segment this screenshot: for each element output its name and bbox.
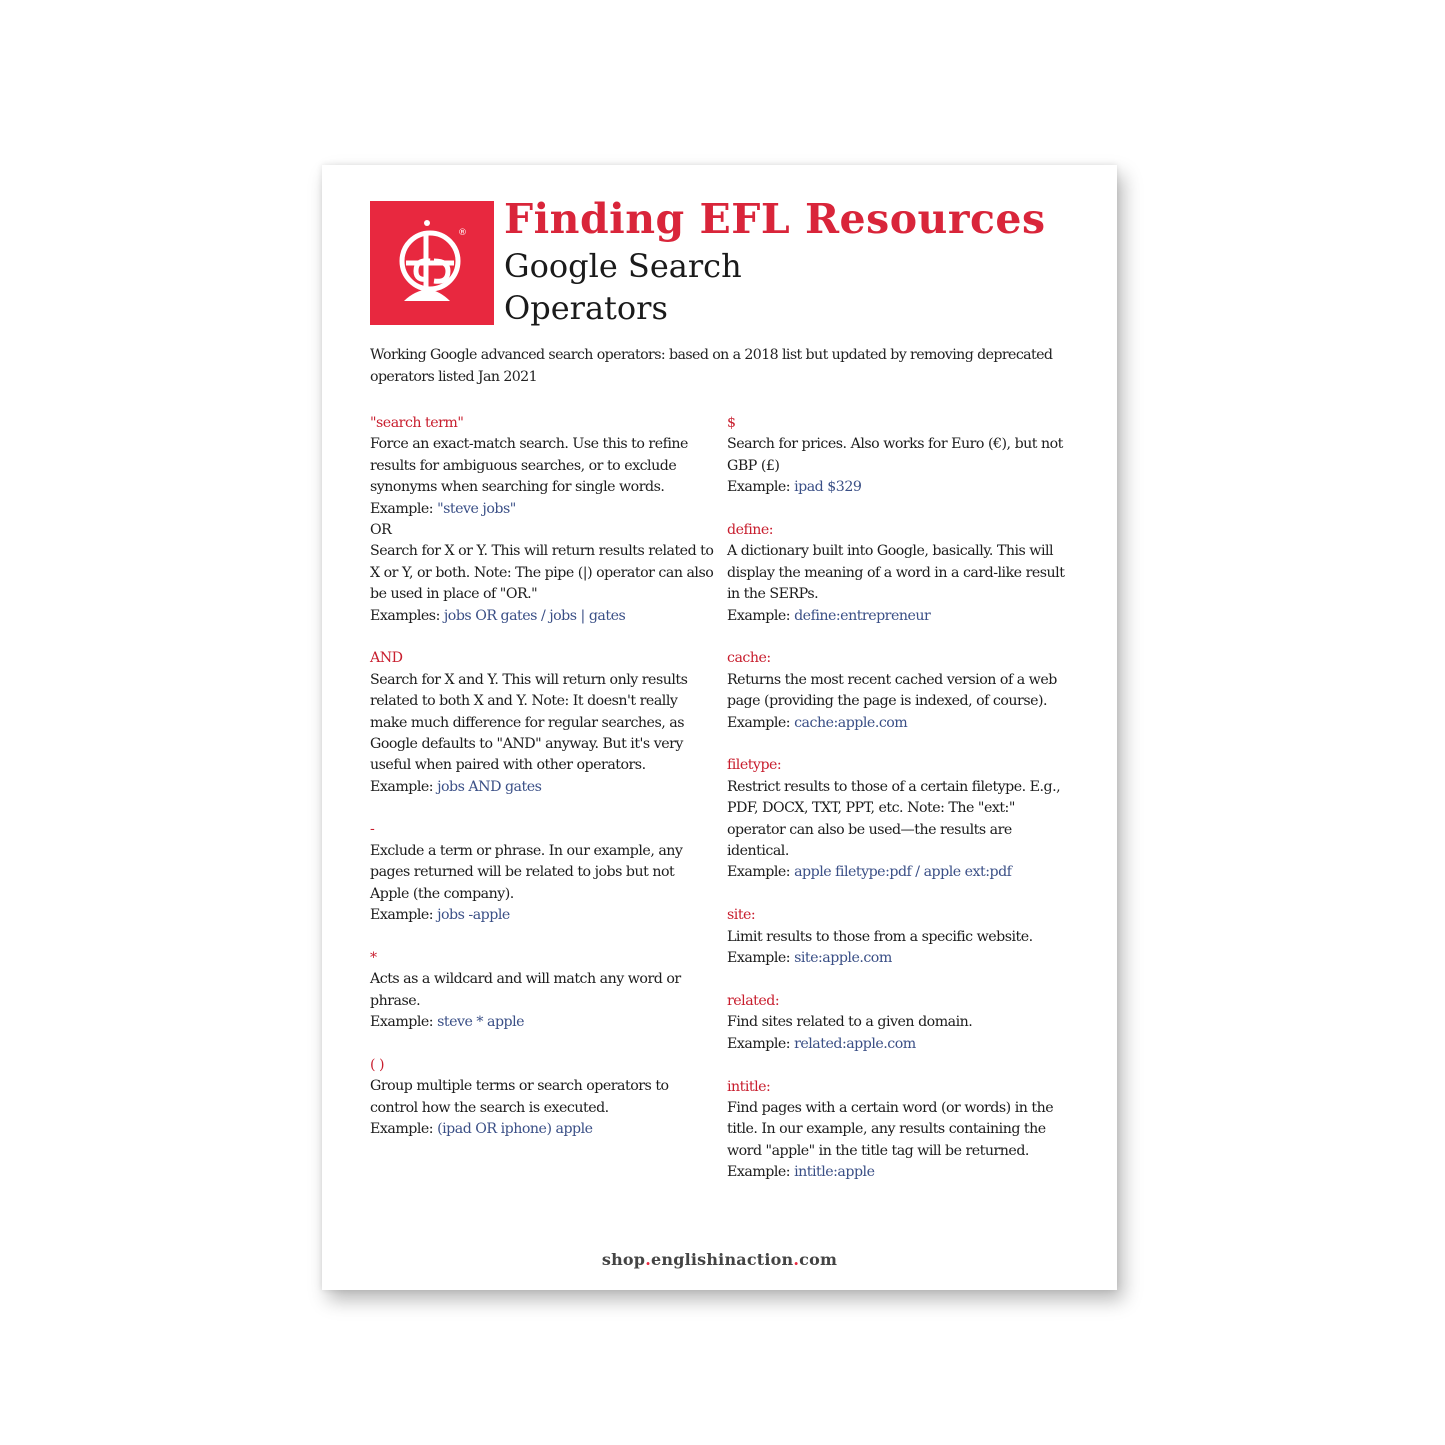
example-label: Example: (727, 479, 791, 496)
operator-name: intitle: (727, 1078, 771, 1095)
intro-paragraph: Working Google advanced search operators: based on a 2018 list but updated by removing deprecated operators listed Jan 2021 (370, 347, 1053, 385)
operator-name: cache: (727, 650, 771, 667)
operator-entry (727, 1077, 1072, 1184)
operator-description: Exclude a term or phrase. In our example, any pages returned will be related to jobs but not Apple (the company). (370, 842, 683, 902)
footer-dot: . (793, 1250, 800, 1269)
operator-entry (370, 1055, 715, 1141)
operator-description: Restrict results to those of a certain filetype. E.g., PDF, DOCX, TXT, PPT, etc. Note: The "ext:" operator can also be used—the results are identical. (727, 778, 1061, 860)
example-label: Example: (727, 1035, 791, 1052)
example-value: site:apple.com (794, 950, 892, 967)
operator-name: AND (370, 650, 403, 667)
example-value: jobs OR gates / jobs | gates (443, 607, 626, 624)
operator-name: $ (727, 415, 736, 431)
operator-entry (727, 905, 1072, 969)
operator-entry (370, 413, 715, 520)
example-label: Example: (370, 1013, 434, 1030)
document-subtitle-line2: Operators (504, 289, 668, 327)
operator-description: Returns the most recent cached version of a web page (providing the page is indexed, of course). (727, 671, 1057, 710)
operator-description: Group multiple terms or search operators to control how the search is executed. (370, 1078, 669, 1116)
example-value: define:entrepreneur (794, 607, 931, 624)
operator-description: Search for X or Y. This will return results related to X or Y, or both. Note: The pipe (|) operator can also be used in place of "OR." (370, 543, 714, 603)
eia-globe-icon (370, 201, 494, 325)
example-label: Example: (370, 906, 434, 923)
example-label: Example: (727, 950, 791, 967)
operator-example (727, 477, 1072, 498)
operator-example (370, 499, 715, 520)
operator-description: Search for prices. Also works for Euro (€), but not GBP (£) (727, 436, 1063, 474)
operator-example (370, 606, 715, 627)
right-column (727, 413, 1072, 1205)
operator-description: Find pages with a certain word (or words) in the title. In our example, any results containing the word "apple" in the title tag will be returned. (727, 1099, 1054, 1159)
operator-example (727, 606, 1072, 627)
example-label: Example: (370, 778, 434, 795)
operator-entry (727, 991, 1072, 1055)
operator-name: ( ) (370, 1056, 385, 1073)
document-title: Finding EFL Resources (504, 195, 1046, 243)
example-value: related:apple.com (794, 1035, 916, 1052)
operator-entry (370, 520, 715, 627)
example-value: jobs -apple (437, 906, 510, 923)
operator-example (370, 905, 715, 926)
document-subtitle-line1: Google Search (504, 247, 742, 285)
example-value: cache:apple.com (794, 714, 908, 731)
operator-description: Search for X and Y. This will return only results related to both X and Y. Note: It doesn't really make much difference for regular searches, as Google defaults to "AND" anyway. But it's very useful when paired with other operators. (370, 671, 688, 774)
example-value: steve * apple (437, 1013, 525, 1030)
example-value: (ipad OR iphone) apple (437, 1120, 593, 1137)
operator-name: filetype: (727, 757, 782, 774)
example-label: Example: (370, 1120, 434, 1137)
operator-name: - (370, 821, 375, 838)
operator-description: Find sites related to a given domain. (727, 1014, 973, 1031)
operator-description: Force an exact-match search. Use this to refine results for ambiguous searches, or to exclude synonyms when searching for single words. (370, 436, 688, 496)
operator-example (370, 1012, 715, 1033)
operator-entry (727, 755, 1072, 883)
operator-example (727, 948, 1072, 969)
operator-entry (727, 413, 1072, 499)
example-value: jobs AND gates (437, 778, 542, 795)
brand-logo (370, 201, 494, 325)
operator-description: Limit results to those from a specific website. (727, 928, 1033, 945)
operator-name: related: (727, 992, 780, 1009)
operator-name: site: (727, 907, 756, 924)
operator-entry (370, 948, 715, 1034)
left-column (370, 413, 715, 1162)
example-label: Example: (727, 864, 791, 881)
operator-description: A dictionary built into Google, basically. This will display the meaning of a word in a card-like result in the SERPs. (727, 543, 1065, 603)
operator-entry (727, 648, 1072, 734)
operator-name: OR (370, 522, 392, 539)
footer-url-part: englishinaction (650, 1250, 794, 1269)
operator-example (727, 713, 1072, 734)
operator-name: define: (727, 522, 774, 539)
operator-example (727, 862, 1072, 883)
example-label: Example: (727, 607, 791, 624)
operator-name: * (370, 949, 377, 966)
document-page (322, 165, 1117, 1290)
example-label: Example: (727, 1164, 791, 1181)
footer-dot: . (645, 1250, 651, 1269)
example-value: intitle:apple (794, 1164, 875, 1181)
footer-url-part: com (799, 1250, 838, 1269)
operator-example (727, 1162, 1072, 1183)
example-label: Example: (370, 500, 434, 517)
footer-url-part: shop (601, 1250, 646, 1269)
example-label: Example: (727, 714, 791, 731)
example-value: ipad $329 (794, 479, 862, 496)
operator-name: "search term" (370, 415, 464, 431)
example-value: apple filetype:pdf / apple ext:pdf (794, 864, 1012, 881)
operator-example (370, 1119, 715, 1140)
footer-url (322, 1250, 1117, 1269)
operator-description: Acts as a wildcard and will match any word or phrase. (370, 971, 681, 1009)
operator-example (370, 777, 715, 798)
registered-mark: ® (458, 228, 467, 238)
example-value: "steve jobs" (437, 500, 516, 517)
operator-entry (370, 819, 715, 926)
operator-entry (370, 648, 715, 798)
operator-entry (727, 520, 1072, 627)
operator-example (727, 1034, 1072, 1055)
example-label: Examples: (370, 607, 440, 624)
